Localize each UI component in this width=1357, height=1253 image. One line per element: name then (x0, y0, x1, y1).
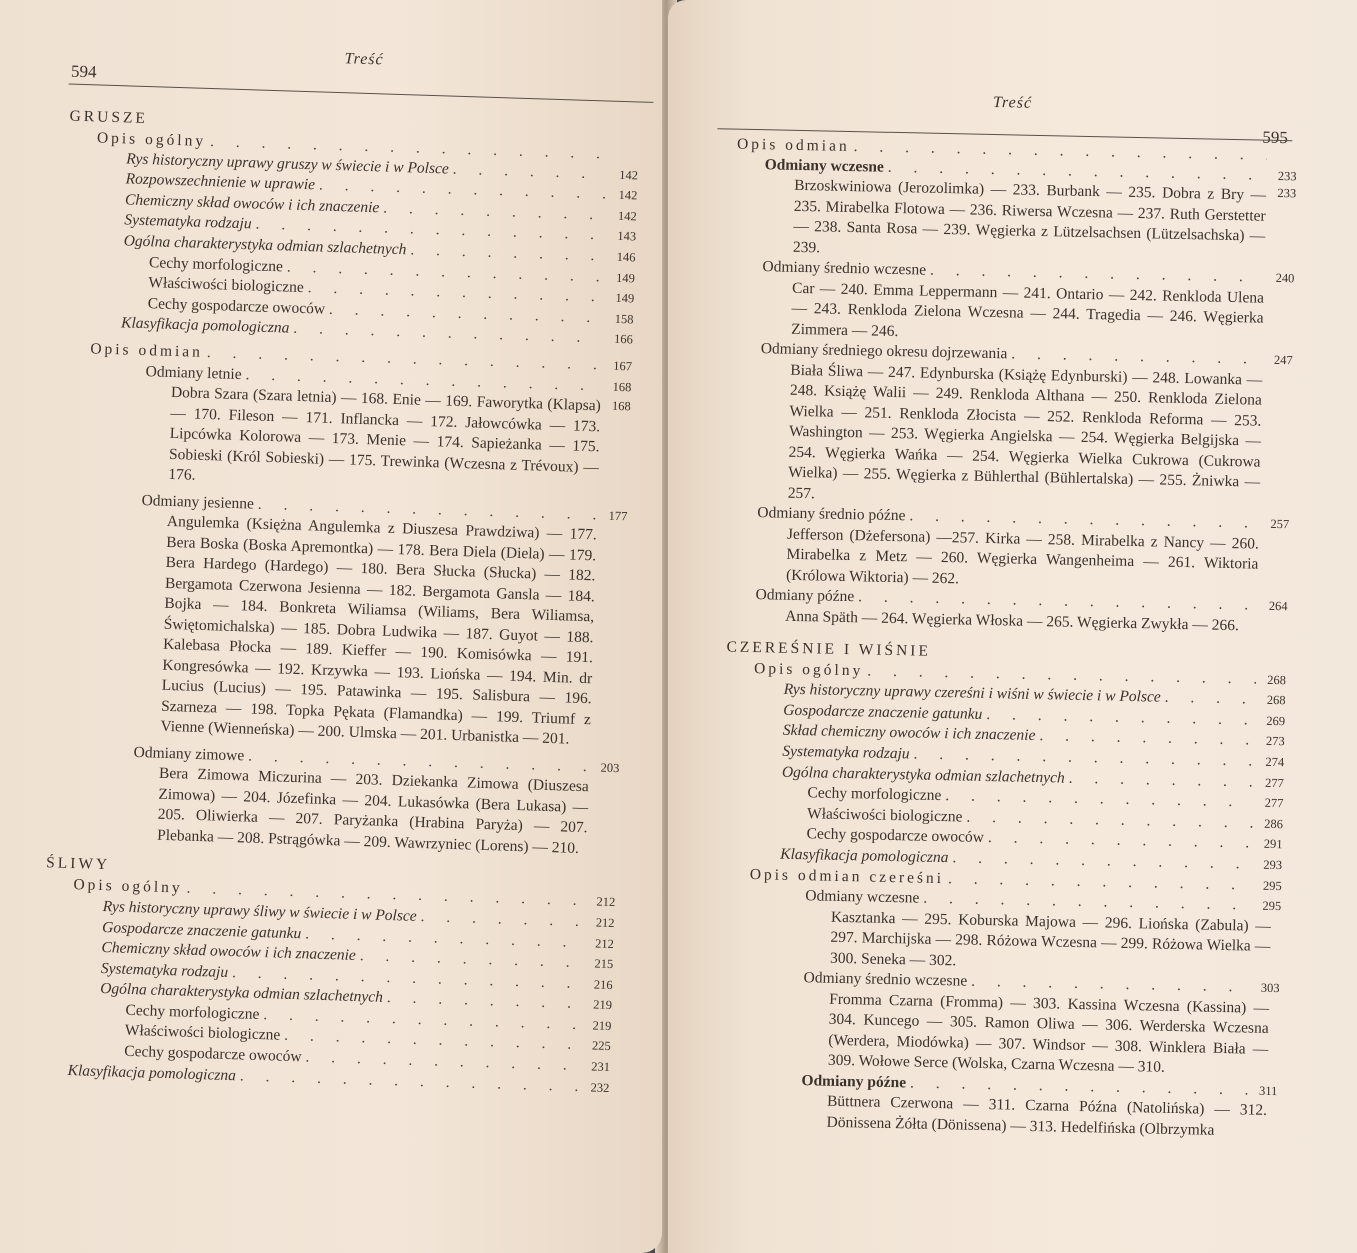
toc-entry[interactable]: Ogólna charakterystyka odmian szlachetnych . . . 219 (42, 977, 612, 1015)
running-header: Treść (992, 93, 1033, 112)
toc-varieties-paragraph: Bera Zimowa Miczurina — 203. Dziekanka Zimowa (Diuszesa Zimowa) — 204. Józefinka — 204. Lukasówka (Bera Lukasa) — 205. Oliwierka — 207. Paryżanka (Hrabina Paryża) — 207. Plebanka — 208. Pstrągówka — 209. Wawrzyniec (Lorens) — 210. (156, 765, 590, 857)
toc-entry[interactable]: Cechy morfologiczne . . . 219 (41, 998, 611, 1036)
toc-entry[interactable]: Cechy morfologiczne . . . 149 (65, 250, 635, 288)
toc-varieties-paragraph: Dobra Szara (Szara letnia) — 168. Enie — 169. Faworytka (Klapsa) — 170. Fileson — 171. Inflancka — 172. Jałowcówka — 173. Lipcówka Kolorowa — 173. Menie — 174. Sapieżanka — 175. Sobieski (Król Sobieski) — 175. Trewinka (Wczesna z Trévoux) — 176. 168 (168, 384, 632, 484)
toc-entry[interactable]: Odmiany średnio wczesne . . . 303 (719, 967, 1279, 999)
toc-varieties-paragraph: Jefferson (Dżefersona) —257. Kirka — 258. Mirabelka z Nancy — 260. Mirabelka z Metz — 260. Węgierka Wangenheima — 261. Wiktoria (Królowa Wiktoria) — 262. (785, 525, 1259, 588)
toc-entry[interactable]: Odmiany średniego okresu dojrzewania . . . 247 (733, 339, 1293, 371)
toc-entry[interactable]: Odmiany późne . . . 311 (717, 1069, 1277, 1101)
page-number: 594 (70, 61, 97, 82)
toc-entry[interactable]: Odmiany średnio wczesne . . . 240 (734, 257, 1294, 289)
toc-entry[interactable]: Odmiany późne . . . 264 (727, 585, 1287, 617)
toc-varieties-paragraph: Car — 240. Emma Leppermann — 241. Ontario — 242. Renkloda Ulena — 243. Renkloda Zielona Wczesna — 244. Tragedia — 246. Węgierka Zimmera — 246. (791, 279, 1265, 340)
header-rule (69, 84, 654, 103)
toc-varieties-paragraph: Biała Śliwa — 247. Edynburska (Książę Edynburski) — 248. Lowanka — 248. Książę Walii — 249. Renkloda Althana — 250. Renkloda Zielona Wielka — 251. Renkloda Złocista — 252. Renkloda Reforma — 253. Washington — 253. Węgierka Angielska — 254. Węgierka Belgijska —254. Węgierka Wańka — 254. Węgierka Wielka Cukrowa (Cukrowa Wielka) — 255. Węgierka z Bühlerthal (Bühlertalska) — 255. Żniwka — 257. (787, 361, 1263, 503)
toc-entry[interactable]: Właściwości biologiczne . . . 286 (723, 802, 1283, 834)
toc-entry[interactable]: Właściwości biologiczne . . . 225 (41, 1019, 611, 1057)
toc-entry[interactable]: Gospodarcze znaczenie gatunku . . . 212 (44, 916, 614, 954)
running-header: Treść (344, 50, 384, 69)
toc-varieties-paragraph: Büttnera Czerwona — 311. Czarna Późna (Natolińska) — 312. Dönissena Żółta (Dönissena) — 313. Hedelfińska (Olbrzymka (826, 1093, 1268, 1139)
toc-entry[interactable]: Ogólna charakterystyka odmian szlachetnych . . . 277 (724, 761, 1284, 793)
section-title-cherries: CZEREŚNIE I WIŚNIE (726, 638, 932, 660)
toc-entry[interactable]: Cechy gospodarcze owoców . . . 158 (63, 291, 633, 329)
toc-varieties-paragraph: Kasztanka — 295. Koburska Majowa — 296. Liońska (Zabula) — 297. Marchijska — 298. Różowa Wczesna — 299. Różowa Wielka — 300. Seneka — 302. (829, 908, 1271, 970)
toc-entry[interactable]: Cechy gospodarcze owoców . . . 231 (40, 1039, 610, 1077)
toc-entry[interactable]: Odmiany średnio późne . . . 257 (729, 503, 1289, 535)
toc-entry[interactable]: Chemiczny skład owoców i ich znaczenie . . . 215 (43, 936, 613, 974)
toc-entry[interactable]: Systematyka rodzaju . . . 143 (66, 209, 636, 247)
toc-entry[interactable]: Ogólna charakterystyka odmian szlachetnych . . . 146 (65, 230, 635, 268)
toc-entry[interactable]: Odmiany wczesne . . . 295 (721, 885, 1281, 917)
toc-entry[interactable]: Rys historyczny uprawy śliwy w świecie i w Polsce . . . 212 (45, 895, 615, 933)
toc-entry[interactable]: Skład chemiczny owoców i ich znaczenie . . . 273 (725, 720, 1285, 752)
section-title-pears: GRUSZE (69, 107, 149, 128)
page-number: 595 (1262, 127, 1289, 148)
toc-entry[interactable]: Cechy morfologiczne . . . 277 (723, 782, 1283, 814)
toc-entry[interactable]: Chemiczny skład owoców i ich znaczenie . . . 142 (67, 188, 637, 226)
toc-entry[interactable]: Odmiany letnie . . . 168 (61, 359, 631, 397)
toc-varieties-paragraph: Fromma Czarna (Fromma) — 303. Kassina Wczesna (Kassina) — 304. Kuncego — 305. Ramon Oliwa — 306. Werderska Wczesna (Werdera, Miodówka) — 307. Windsor — 308. Winklera Biała — 309. Wołowe Serce (Wolska, Czarna Wczesna — 310. (827, 990, 1270, 1077)
left-page (0, 0, 662, 1253)
toc-entry[interactable]: Opis odmian . . . (737, 135, 1297, 166)
toc-right (716, 135, 1297, 1143)
toc-entry[interactable]: Rys historyczny uprawy gruszy w świecie i w Polsce . . . 142 (68, 147, 638, 185)
toc-varieties-paragraph: Angulemka (Księżna Angulemka z Diuszesa Prawdziwa) — 177. Bera Boska (Boska Apremontka) — 178. Bera Diela (Diela) — 179. Bera Hardego (Hardego) — 180. Bera Słucka (Słucka) — 182. Bergamota Czerwona Jesienna — 182. Bergamota Gansla — 184. Bojka — 184. Bonkreta Wiliamsa (Wiliams, Bera Wiliamsa, Świętomichalska) — 185. Dobra Ludwika — 187. Guyot — 188. Kalebasa Płocka — 189. Kieffer — 190. Komisówka — 191. Kongresówka — 192. Krzywka — 193. Liońska — 194. Min. dr Lucius (Lucius) — 195. Patawinka — 195. Salisbura — 196. Szarneza — 198. Topka Pękata (Flamandka) — 199. Triumf z Vienne (Wienneńska) — 200. Ulmska — 201. Urbanistka — 201. (160, 513, 598, 748)
toc-left (39, 102, 639, 1099)
toc-entry[interactable]: Właściwości biologiczne . . . 149 (64, 271, 634, 309)
toc-entry[interactable]: Opis odmian . . . 167 (62, 338, 632, 376)
toc-entry[interactable]: Gospodarcze znaczenie gatunku . . . 269 (725, 699, 1285, 731)
toc-entry[interactable]: Klasyfikacja pomologiczna . . . 166 (63, 312, 633, 350)
toc-entry[interactable]: Odmiany zimowe . . . 203 (49, 740, 619, 778)
toc-entry[interactable]: Opis ogólny . . . (69, 128, 639, 165)
toc-entry[interactable]: Systematyka rodzaju . . . 216 (43, 957, 613, 995)
toc-entry[interactable]: Odmiany jesienne . . . 177 (57, 488, 627, 526)
toc-entry[interactable]: Odmiany wczesne . . . 233 (736, 154, 1296, 186)
toc-entry[interactable]: Rys historyczny uprawy czereśni i wiśni w świecie i w Polsce . . . 268 (725, 679, 1285, 711)
toc-entry[interactable]: Klasyfikacja pomologiczna . . . 232 (39, 1060, 609, 1098)
toc-entry[interactable]: Opis odmian czereśni . . . 295 (722, 864, 1282, 896)
section-title-plums: ŚLIWY (45, 854, 111, 874)
toc-entry[interactable]: Cechy gospodarcze owoców . . . 291 (722, 823, 1282, 855)
toc-entry[interactable]: Opis ogólny . . . 268 (726, 658, 1286, 690)
toc-entry[interactable]: Opis ogólny . . . 212 (45, 875, 615, 913)
toc-entry[interactable]: Klasyfikacja pomologiczna . . . 293 (722, 843, 1282, 875)
toc-entry[interactable]: Rozpowszechnienie w uprawie . . . 142 (67, 168, 637, 206)
toc-varieties-paragraph: Anna Späth — 264. Węgierka Włoska — 265. Węgierka Zwykła — 266. (785, 607, 1240, 635)
right-page (668, 0, 1357, 1253)
toc-entry[interactable]: Systematyka rodzaju . . . 274 (724, 740, 1284, 772)
toc-varieties-paragraph: Brzoskwiniowa (Jerozolimka) — 233. Burbank — 235. Dobra z Bry — 235. Mirabelka Flotowa — 236. Riwersa Wczesna — 237. Ruth Gerstetter — 238. Santa Rosa — 239. Węgierka z Lützelsachsen (Lützelsachska) — 239. 233 (792, 177, 1297, 257)
